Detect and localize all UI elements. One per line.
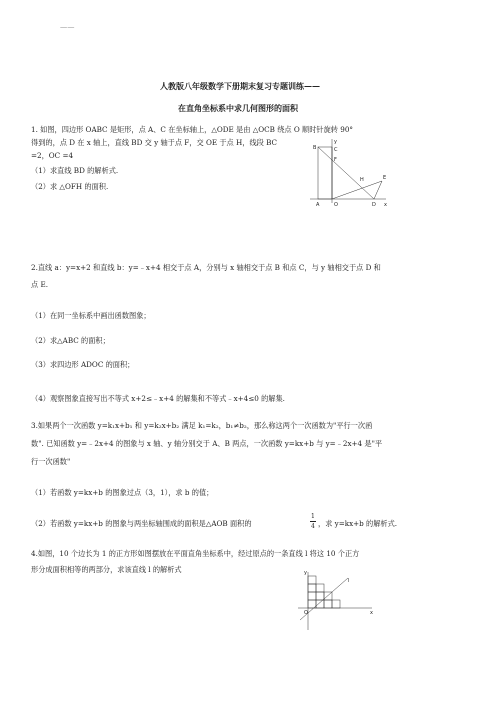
fig4-label-l: l <box>348 578 350 584</box>
fig1-label-B: B <box>313 145 317 151</box>
fig1-label-y: y <box>334 139 337 145</box>
q1-part2: （2）求 △OFH 的面积. <box>31 182 109 191</box>
q1-line2: 得到的，点 D 在 x 轴上，直线 BD 交 y 轴于点 F，交 OE 于点 H，线段 BC <box>31 138 278 147</box>
fig1-label-C: C <box>334 147 338 153</box>
q3-line2: 数". 已知函数 y=﹣2x+4 的图象与 x 轴、y 轴分别交于 A、B 两点，一次函数 y=kx+b 与 y=﹣2x+4 是"平 <box>31 439 383 448</box>
q4-line2: 形分成面积相等的两部分，求该直线 l 的解析式 <box>31 565 182 574</box>
fig1-label-E: E <box>383 175 387 181</box>
fig1-label-O: O <box>334 202 338 208</box>
q3-part2-b: ，求 y=kx+b 的解析式. <box>318 519 398 528</box>
q2-part1: （1）在同一坐标系中画出函数图象； <box>31 311 151 320</box>
q2-part3: （3）求四边形 ADOC 的面积； <box>31 360 135 369</box>
q1-line1: 1. 如图，四边形 OABC 是矩形，点 A、C 在坐标轴上，△ODE 是由 △OCB 绕点 O 顺时针旋转 90° <box>31 125 354 134</box>
fig1-label-A: A <box>316 202 320 208</box>
q3-part1: （1）若函数 y=kx+b 的图象过点（3，1），求 b 的值； <box>31 488 214 497</box>
q2-part4: （4）观察图象直接写出不等式 x+2≤﹣x+4 的解集和不等式﹣x+4≤0 的解集. <box>31 394 285 403</box>
q1-figure <box>310 137 390 207</box>
page-title: 人教版八年级数学下册期末复习专题训练—— <box>160 81 320 91</box>
q4-figure <box>296 570 376 640</box>
q3-fraction-denominator: 4 <box>311 523 315 530</box>
q1-line3: =2，OC =4 <box>31 151 74 160</box>
page-subtitle: 在直角坐标系中求几何图形的面积 <box>178 103 298 113</box>
q3-fraction-numerator: 1 <box>311 513 315 520</box>
header-dash: —— <box>60 22 75 31</box>
q3-line3: 行一次函数" <box>31 457 71 466</box>
fig1-label-x: x <box>384 202 387 208</box>
q3-line1: 3.如果两个一次函数 y=k₁x+b₁ 和 y=k₂x+b₂ 满足 k₁=k₂，b₁≠b₂，那么称这两个一次函数为"平行一次函 <box>31 421 373 430</box>
fig4-label-x: x <box>370 610 373 616</box>
fig1-label-D: D <box>372 202 376 208</box>
fig1-label-H: H <box>360 177 364 183</box>
q3-part2-a: （2）若函数 y=kx+b 的图象与两坐标轴围成的面积是△AOB 面积的 <box>31 519 252 528</box>
fig1-label-F: F <box>334 157 337 163</box>
q4-line1: 4.如图，10 个边长为 1 的正方形如图摆放在平面直角坐标系中，经过原点的一条直线 l 将这 10 个正方 <box>31 549 360 558</box>
q1-part1: （1）求直线 BD 的解析式. <box>31 166 119 175</box>
q2-part2: （2）求△ABC 的面积； <box>31 336 110 345</box>
fig4-label-y: y <box>304 570 307 576</box>
q2-line2: 点 E. <box>31 280 49 289</box>
q2-line1: 2.直线 a：y=x+2 和直线 b：y=﹣x+4 相交于点 A，分别与 x 轴相交于点 B 和点 C，与 y 轴相交于点 D 和 <box>31 263 381 272</box>
fig4-label-O: O <box>304 610 308 616</box>
